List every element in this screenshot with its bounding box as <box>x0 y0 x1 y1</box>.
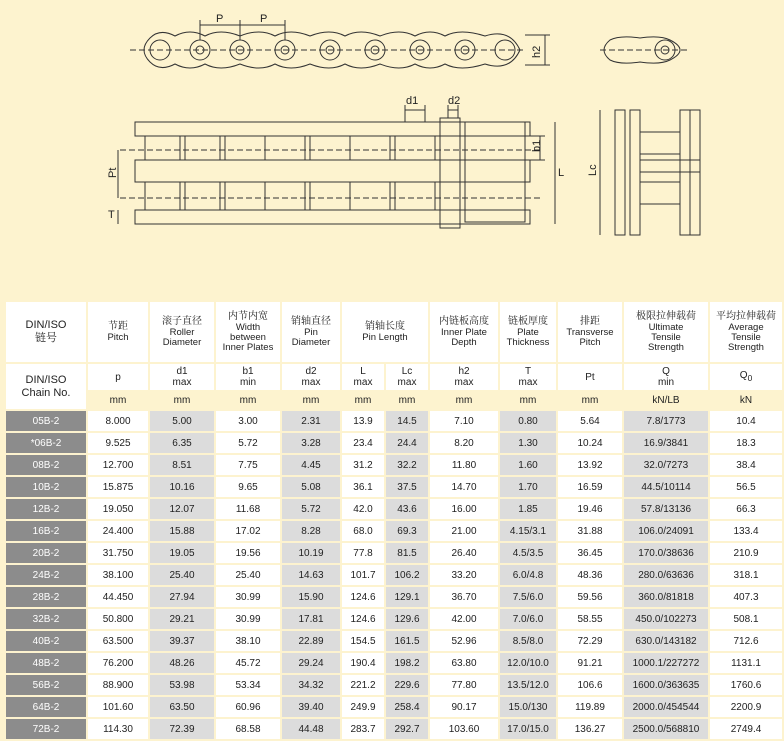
table-cell: 13.92 <box>558 455 622 475</box>
table-cell: 1.60 <box>500 455 556 475</box>
table-cell: 2.31 <box>282 411 340 431</box>
table-cell: 170.0/38636 <box>624 543 708 563</box>
table-cell: 31.88 <box>558 521 622 541</box>
table-cell: 6.0/4.8 <box>500 565 556 585</box>
table-cell: 19.46 <box>558 499 622 519</box>
table-cell: 124.6 <box>342 587 384 607</box>
table-cell: 38.4 <box>710 455 782 475</box>
table-cell: 101.7 <box>342 565 384 585</box>
table-cell: 53.98 <box>150 675 214 695</box>
table-cell: 27.94 <box>150 587 214 607</box>
table-cell: 4.45 <box>282 455 340 475</box>
model-header-bottom: DIN/ISO Chain No. <box>6 364 86 409</box>
Lc-label: Lc <box>587 164 599 176</box>
chain-no-cell: 20B-2 <box>6 543 86 563</box>
table-cell: 4.15/3.1 <box>500 521 556 541</box>
table-cell: 106.2 <box>386 565 428 585</box>
symbol-pitch: p <box>88 364 148 390</box>
table-cell: 58.55 <box>558 609 622 629</box>
table-cell: 25.40 <box>216 565 280 585</box>
column-header-zh: 排距 <box>580 316 600 327</box>
table-cell: 5.08 <box>282 477 340 497</box>
table-row <box>6 477 782 497</box>
chain-no-cell: 32B-2 <box>6 609 86 629</box>
table-cell: 114.30 <box>88 719 148 739</box>
table-cell: 69.3 <box>386 521 428 541</box>
table-cell: 16.9/3841 <box>624 433 708 453</box>
table-cell: 7.10 <box>430 411 498 431</box>
symbol-avg: $Q_0$ <box>710 364 782 390</box>
table-cell: 712.6 <box>710 631 782 651</box>
column-header-en: Plate Thickness <box>506 327 550 348</box>
unit-roller: mm <box>150 392 214 409</box>
table-cell: 129.1 <box>386 587 428 607</box>
table-cell: 5.00 <box>150 411 214 431</box>
column-header-zh: 销轴直径 <box>291 316 331 327</box>
symbol-width: b1 min <box>216 364 280 390</box>
chain-plan-view <box>118 105 555 228</box>
column-header-en: Roller Diameter <box>162 327 202 348</box>
table-cell: 24.4 <box>386 433 428 453</box>
table-cell: 292.7 <box>386 719 428 739</box>
table-cell: 15.875 <box>88 477 148 497</box>
table-cell: 5.72 <box>216 433 280 453</box>
table-cell: 318.1 <box>710 565 782 585</box>
table-cell: 59.56 <box>558 587 622 607</box>
unit-avg: kN <box>710 392 782 409</box>
column-header-zh: 销轴长度 <box>365 321 405 332</box>
table-cell: 36.70 <box>430 587 498 607</box>
d1-label: d1 <box>406 95 419 107</box>
table-cell: 19.05 <box>150 543 214 563</box>
chain-no-cell: 10B-2 <box>6 477 86 497</box>
chain-end-view <box>600 37 690 63</box>
table-cell: 44.5/10114 <box>624 477 708 497</box>
table-cell: 52.96 <box>430 631 498 651</box>
unit-depth: mm <box>430 392 498 409</box>
table-cell: 119.89 <box>558 697 622 717</box>
column-header-tpitch <box>558 302 622 362</box>
unit-tpitch: mm <box>558 392 622 409</box>
unit-pinlen-0: mm <box>342 392 384 409</box>
table-cell: 19.050 <box>88 499 148 519</box>
table-row <box>6 631 782 651</box>
table-cell: 2200.9 <box>710 697 782 717</box>
table-cell: 210.9 <box>710 543 782 563</box>
table-cell: 9.525 <box>88 433 148 453</box>
table-cell: 6.35 <box>150 433 214 453</box>
table-cell: 10.4 <box>710 411 782 431</box>
table-cell: 68.58 <box>216 719 280 739</box>
table-cell: 450.0/102273 <box>624 609 708 629</box>
chain-drawing <box>0 0 762 290</box>
chain-no-cell: 16B-2 <box>6 521 86 541</box>
table-cell: 10.16 <box>150 477 214 497</box>
table-cell: 129.6 <box>386 609 428 629</box>
table-cell: 18.3 <box>710 433 782 453</box>
table-cell: 5.64 <box>558 411 622 431</box>
column-header-zh: 极限拉伸载荷 <box>636 311 696 322</box>
table-cell: 2000.0/454544 <box>624 697 708 717</box>
chain-cross-view <box>600 110 700 235</box>
table-cell: 7.5/6.0 <box>500 587 556 607</box>
spec-table-container <box>4 300 776 741</box>
chain-no-cell: 64B-2 <box>6 697 86 717</box>
model-header-top: DIN/ISO 链号 <box>6 302 86 362</box>
table-cell: 407.3 <box>710 587 782 607</box>
column-header-en: Inner Plate Depth <box>441 327 487 348</box>
table-row <box>6 521 782 541</box>
table-cell: 36.45 <box>558 543 622 563</box>
table-cell: 133.4 <box>710 521 782 541</box>
chain-no-cell: 40B-2 <box>6 631 86 651</box>
h2-label: h2 <box>531 45 543 58</box>
column-header-en: Pitch <box>107 332 129 343</box>
table-cell: 38.10 <box>216 631 280 651</box>
table-cell: 16.00 <box>430 499 498 519</box>
table-cell: 26.40 <box>430 543 498 563</box>
table-cell: 7.75 <box>216 455 280 475</box>
column-header-pitch <box>88 302 148 362</box>
table-row <box>6 653 782 673</box>
table-cell: 68.0 <box>342 521 384 541</box>
symbol-ult: Q min <box>624 364 708 390</box>
table-cell: 4.5/3.5 <box>500 543 556 563</box>
symbol-roller: d1 max <box>150 364 214 390</box>
table-cell: 3.00 <box>216 411 280 431</box>
symbol-depth: h2 max <box>430 364 498 390</box>
table-cell: 29.21 <box>150 609 214 629</box>
table-cell: 1131.1 <box>710 653 782 673</box>
table-cell: 23.4 <box>342 433 384 453</box>
symbol-pinlen-1: Lc max <box>386 364 428 390</box>
table-cell: 15.88 <box>150 521 214 541</box>
table-cell: 101.60 <box>88 697 148 717</box>
table-row <box>6 499 782 519</box>
table-cell: 103.60 <box>430 719 498 739</box>
table-row <box>6 543 782 563</box>
chain-no-cell: 12B-2 <box>6 499 86 519</box>
table-cell: 30.99 <box>216 587 280 607</box>
table-cell: 81.5 <box>386 543 428 563</box>
b1-label: b1 <box>531 139 543 152</box>
table-cell: 31.2 <box>342 455 384 475</box>
table-cell: 8.20 <box>430 433 498 453</box>
table-cell: 136.27 <box>558 719 622 739</box>
table-cell: 11.80 <box>430 455 498 475</box>
table-cell: 33.20 <box>430 565 498 585</box>
table-cell: 15.0/130 <box>500 697 556 717</box>
column-header-en: Ultimate Tensile Strength <box>648 322 684 353</box>
table-cell: 508.1 <box>710 609 782 629</box>
table-cell: 12.0/10.0 <box>500 653 556 673</box>
table-cell: 14.5 <box>386 411 428 431</box>
table-row <box>6 455 782 475</box>
T-label: T <box>108 209 115 221</box>
chain-side-view <box>130 20 550 68</box>
table-cell: 1.85 <box>500 499 556 519</box>
column-header-zh: 平均拉伸载荷 <box>716 311 776 322</box>
table-cell: 22.89 <box>282 631 340 651</box>
table-cell: 221.2 <box>342 675 384 695</box>
table-row <box>6 411 782 431</box>
table-cell: 106.0/24091 <box>624 521 708 541</box>
table-cell: 19.56 <box>216 543 280 563</box>
table-cell: 1000.1/227272 <box>624 653 708 673</box>
table-cell: 11.68 <box>216 499 280 519</box>
table-cell: 34.32 <box>282 675 340 695</box>
table-cell: 90.17 <box>430 697 498 717</box>
table-cell: 7.0/6.0 <box>500 609 556 629</box>
column-header-zh: 滚子直径 <box>162 316 202 327</box>
column-header-thick <box>500 302 556 362</box>
table-cell: 56.5 <box>710 477 782 497</box>
unit-width: mm <box>216 392 280 409</box>
table-cell: 63.50 <box>150 697 214 717</box>
chain-no-cell: 72B-2 <box>6 719 86 739</box>
column-header-zh: 内节内宽 <box>228 311 268 322</box>
column-header-pinlen <box>342 302 428 362</box>
column-header-depth <box>430 302 498 362</box>
unit-pitch: mm <box>88 392 148 409</box>
column-header-pin <box>282 302 340 362</box>
table-cell: 60.96 <box>216 697 280 717</box>
table-row <box>6 675 782 695</box>
symbol-pin: d2 max <box>282 364 340 390</box>
table-cell: 44.48 <box>282 719 340 739</box>
table-cell: 1.70 <box>500 477 556 497</box>
table-cell: 43.6 <box>386 499 428 519</box>
column-header-roller <box>150 302 214 362</box>
chain-no-cell: 08B-2 <box>6 455 86 475</box>
table-cell: 13.9 <box>342 411 384 431</box>
symbol-row <box>6 364 782 390</box>
table-row <box>6 587 782 607</box>
table-cell: 198.2 <box>386 653 428 673</box>
d2-label: d2 <box>448 95 461 107</box>
column-header-zh: 内链板高度 <box>439 316 489 327</box>
table-cell: 66.3 <box>710 499 782 519</box>
table-cell: 17.0/15.0 <box>500 719 556 739</box>
table-cell: 31.750 <box>88 543 148 563</box>
unit-row <box>6 392 782 409</box>
symbol-tpitch: Pt <box>558 364 622 390</box>
column-header-en: Width between Inner Plates <box>222 322 274 353</box>
table-cell: 1.30 <box>500 433 556 453</box>
table-cell: 72.29 <box>558 631 622 651</box>
table-cell: 12.07 <box>150 499 214 519</box>
table-cell: 37.5 <box>386 477 428 497</box>
Pt-label: Pt <box>107 167 119 178</box>
unit-ult: kN/LB <box>624 392 708 409</box>
table-cell: 57.8/13136 <box>624 499 708 519</box>
table-cell: 12.700 <box>88 455 148 475</box>
table-cell: 38.100 <box>88 565 148 585</box>
table-cell: 0.80 <box>500 411 556 431</box>
table-cell: 1760.6 <box>710 675 782 695</box>
table-cell: 10.24 <box>558 433 622 453</box>
table-cell: 161.5 <box>386 631 428 651</box>
chain-no-cell: 05B-2 <box>6 411 86 431</box>
table-cell: 2500.0/568810 <box>624 719 708 739</box>
symbol-thick: T max <box>500 364 556 390</box>
table-cell: 249.9 <box>342 697 384 717</box>
table-cell: 72.39 <box>150 719 214 739</box>
table-cell: 53.34 <box>216 675 280 695</box>
chain-no-cell: 28B-2 <box>6 587 86 607</box>
table-cell: 15.90 <box>282 587 340 607</box>
table-cell: 5.72 <box>282 499 340 519</box>
table-cell: 283.7 <box>342 719 384 739</box>
pitch-label-1: P <box>216 13 224 25</box>
table-cell: 8.5/8.0 <box>500 631 556 651</box>
column-header-en: Pin Diameter <box>291 327 331 348</box>
spec-table <box>4 300 784 741</box>
table-cell: 21.00 <box>430 521 498 541</box>
table-row <box>6 433 782 453</box>
table-cell: 1600.0/363635 <box>624 675 708 695</box>
table-cell: 8.51 <box>150 455 214 475</box>
chain-no-cell: *06B-2 <box>6 433 86 453</box>
table-row <box>6 609 782 629</box>
unit-thick: mm <box>500 392 556 409</box>
column-header-width <box>216 302 280 362</box>
table-cell: 42.00 <box>430 609 498 629</box>
table-cell: 13.5/12.0 <box>500 675 556 695</box>
table-cell: 8.000 <box>88 411 148 431</box>
column-header-avg <box>710 302 782 362</box>
header-row <box>6 302 782 362</box>
table-cell: 39.40 <box>282 697 340 717</box>
table-row <box>6 719 782 739</box>
unit-pinlen-1: mm <box>386 392 428 409</box>
table-cell: 14.70 <box>430 477 498 497</box>
table-cell: 17.02 <box>216 521 280 541</box>
table-cell: 30.99 <box>216 609 280 629</box>
table-cell: 280.0/63636 <box>624 565 708 585</box>
chain-no-cell: 56B-2 <box>6 675 86 695</box>
table-cell: 258.4 <box>386 697 428 717</box>
table-cell: 50.800 <box>88 609 148 629</box>
table-cell: 630.0/143182 <box>624 631 708 651</box>
table-cell: 42.0 <box>342 499 384 519</box>
table-cell: 32.0/7273 <box>624 455 708 475</box>
table-cell: 48.36 <box>558 565 622 585</box>
table-cell: 36.1 <box>342 477 384 497</box>
symbol-pinlen-0: L max <box>342 364 384 390</box>
table-cell: 48.26 <box>150 653 214 673</box>
table-cell: 190.4 <box>342 653 384 673</box>
table-row <box>6 565 782 585</box>
table-cell: 106.6 <box>558 675 622 695</box>
table-cell: 24.400 <box>88 521 148 541</box>
table-cell: 44.450 <box>88 587 148 607</box>
table-cell: 2749.4 <box>710 719 782 739</box>
table-cell: 25.40 <box>150 565 214 585</box>
unit-pin: mm <box>282 392 340 409</box>
table-cell: 3.28 <box>282 433 340 453</box>
pitch-label-2: P <box>260 13 268 25</box>
column-header-zh: 节距 <box>108 321 128 332</box>
table-cell: 29.24 <box>282 653 340 673</box>
table-cell: 63.80 <box>430 653 498 673</box>
table-cell: 16.59 <box>558 477 622 497</box>
table-cell: 229.6 <box>386 675 428 695</box>
table-cell: 76.200 <box>88 653 148 673</box>
table-cell: 8.28 <box>282 521 340 541</box>
table-cell: 360.0/81818 <box>624 587 708 607</box>
table-cell: 39.37 <box>150 631 214 651</box>
table-cell: 14.63 <box>282 565 340 585</box>
chain-no-cell: 48B-2 <box>6 653 86 673</box>
table-cell: 88.900 <box>88 675 148 695</box>
column-header-zh: 链板厚度 <box>508 316 548 327</box>
column-header-en: Pin Length <box>362 332 408 343</box>
table-cell: 77.8 <box>342 543 384 563</box>
column-header-en: Average Tensile Strength <box>728 322 764 353</box>
table-cell: 45.72 <box>216 653 280 673</box>
column-header-en: Transverse Pitch <box>566 327 614 348</box>
chain-no-cell: 24B-2 <box>6 565 86 585</box>
table-cell: 17.81 <box>282 609 340 629</box>
table-cell: 63.500 <box>88 631 148 651</box>
table-cell: 10.19 <box>282 543 340 563</box>
table-cell: 77.80 <box>430 675 498 695</box>
table-cell: 9.65 <box>216 477 280 497</box>
column-header-ult <box>624 302 708 362</box>
table-cell: 91.21 <box>558 653 622 673</box>
L-label: L <box>558 167 565 179</box>
table-cell: 124.6 <box>342 609 384 629</box>
table-row <box>6 697 782 717</box>
table-cell: 32.2 <box>386 455 428 475</box>
table-cell: 7.8/1773 <box>624 411 708 431</box>
table-cell: 154.5 <box>342 631 384 651</box>
